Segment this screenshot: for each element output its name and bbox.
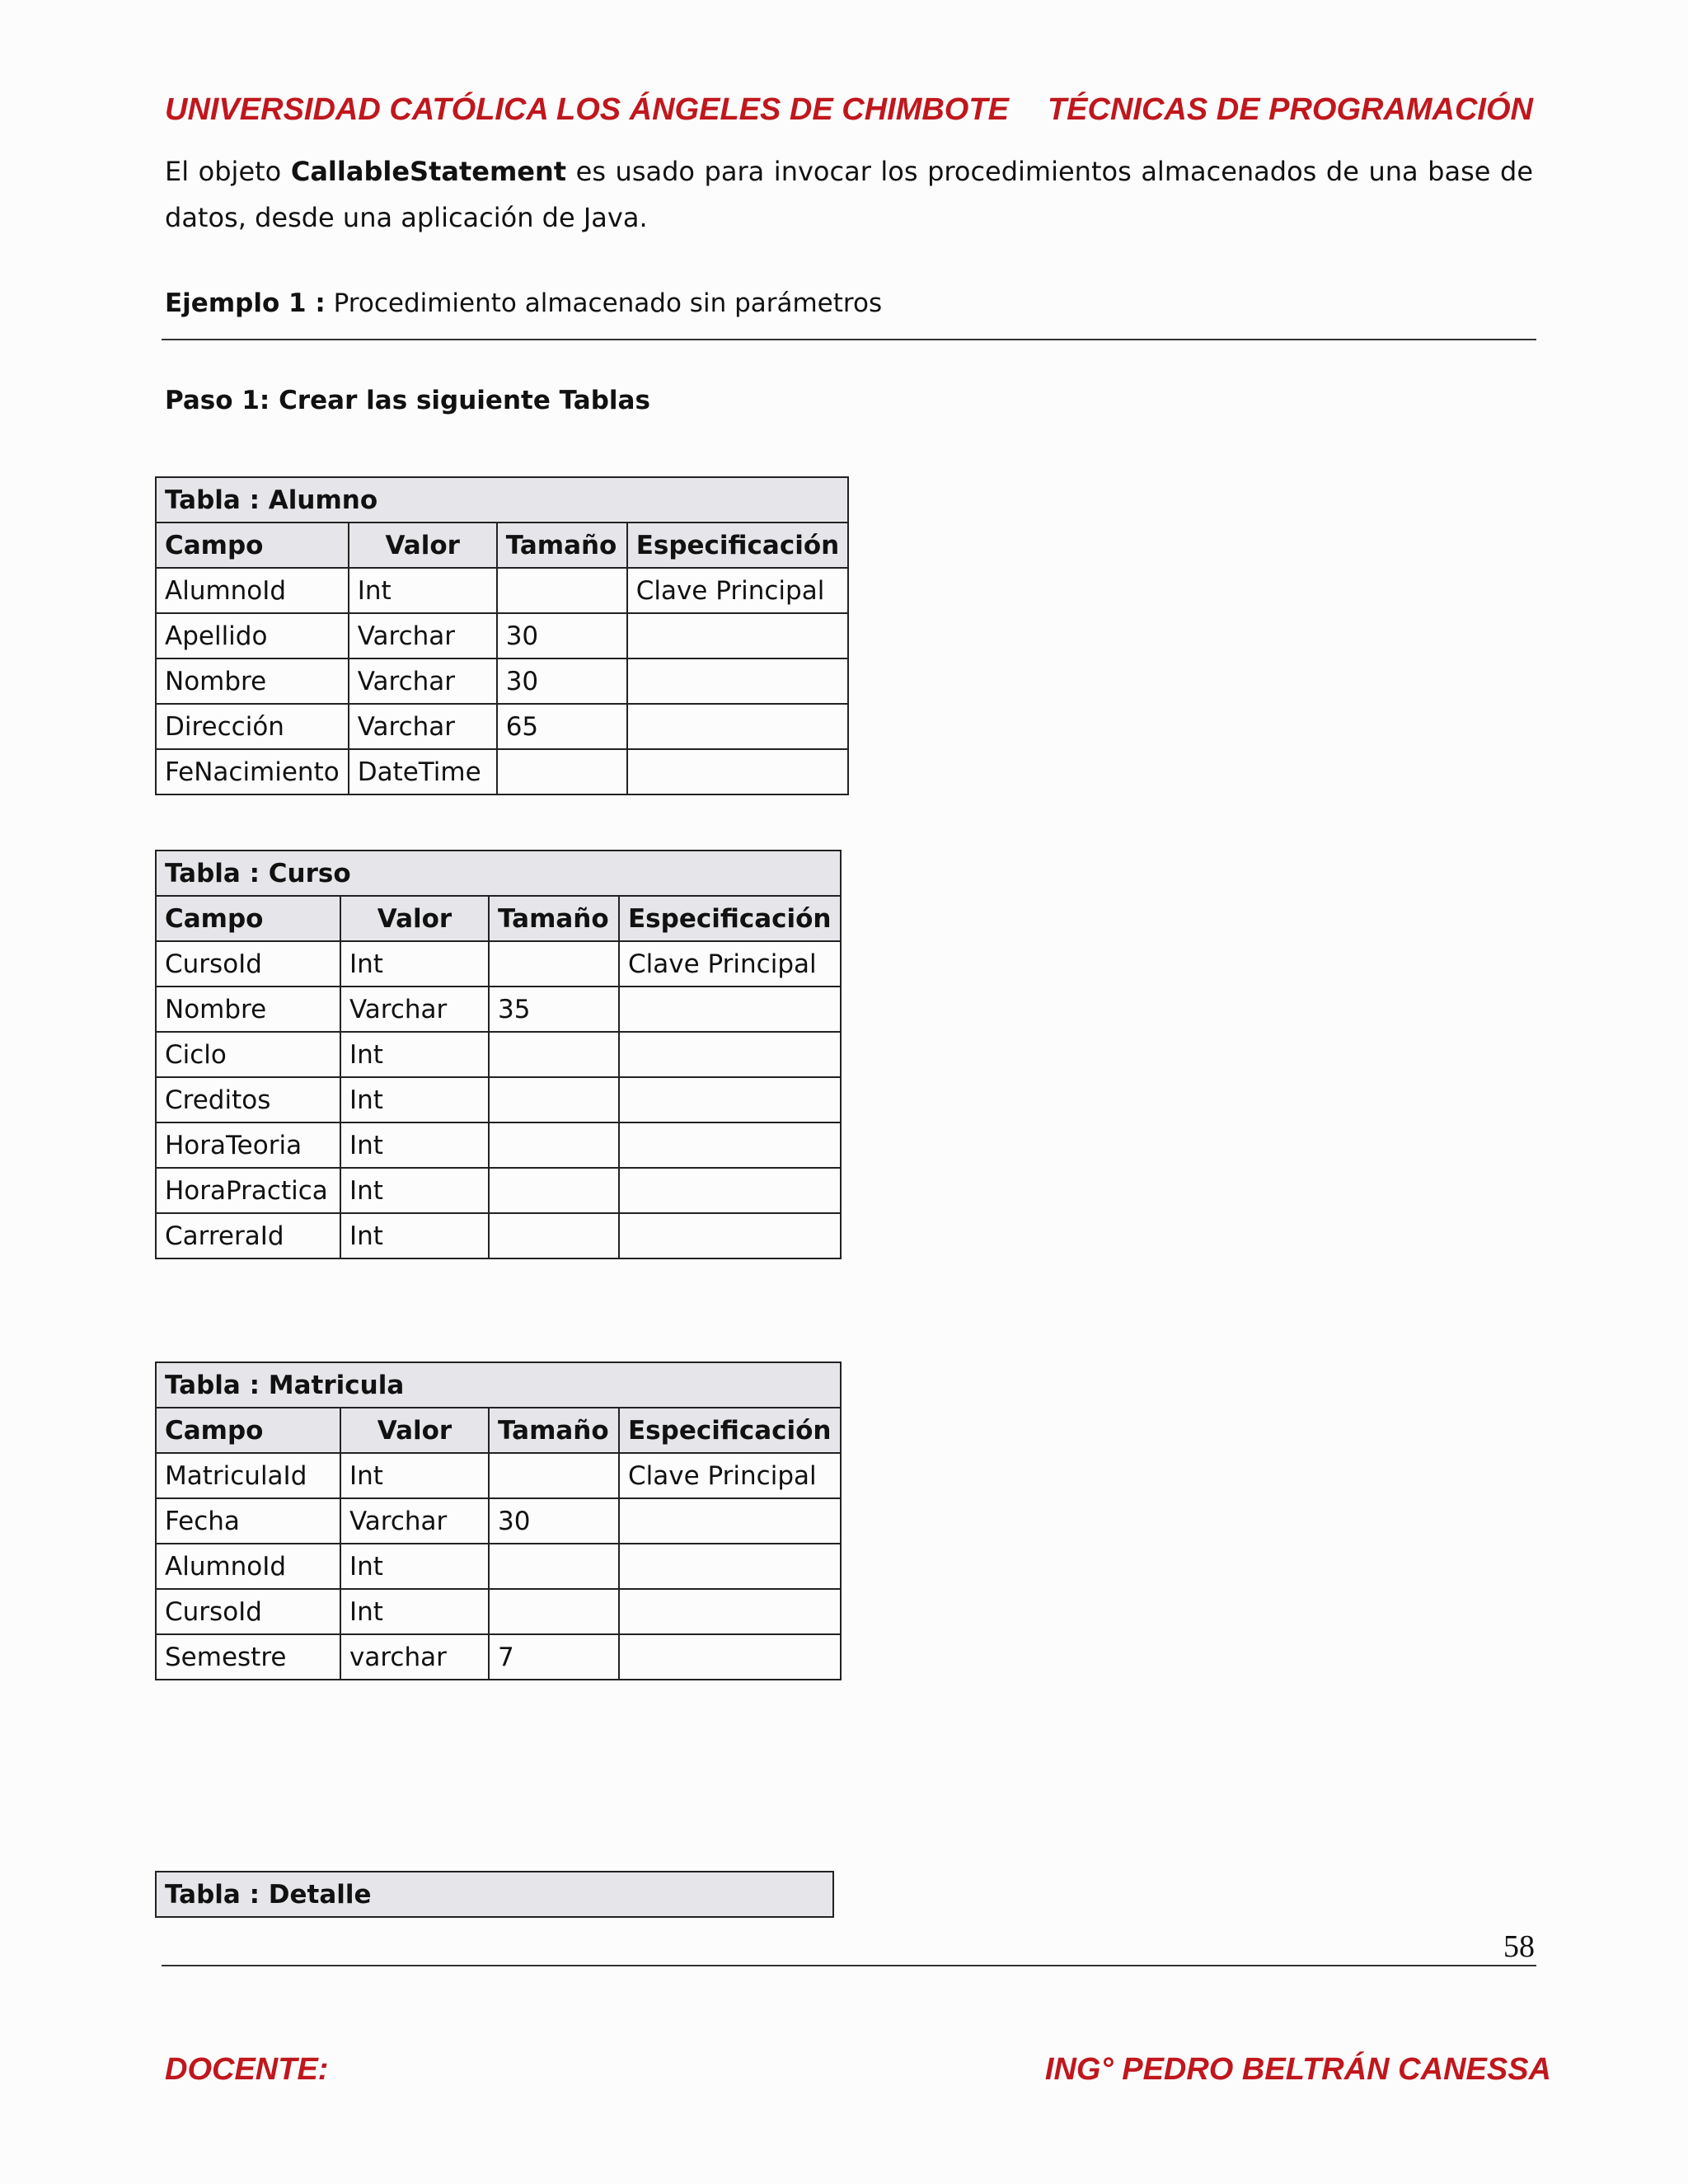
table-cell: Nombre — [156, 658, 349, 704]
step-heading: Paso 1: Crear las siguiente Tablas — [165, 386, 650, 415]
column-header-campo: Campo — [156, 1408, 340, 1453]
table-row — [156, 1544, 841, 1589]
table-cell — [627, 658, 849, 704]
table-row — [156, 749, 848, 794]
column-header-valor: Valor — [340, 896, 489, 941]
table-cell — [627, 749, 849, 794]
table-cell — [619, 1498, 841, 1544]
table-cell: Varchar — [349, 658, 497, 704]
table-cell: 30 — [497, 658, 627, 704]
table-cell — [489, 1589, 619, 1634]
table-cell: Varchar — [340, 987, 489, 1032]
table-cell: Clave Principal — [619, 941, 841, 987]
table-cell — [619, 1122, 841, 1168]
table-cell: Clave Principal — [627, 568, 849, 613]
table-cell: Int — [340, 1589, 489, 1634]
table-cell — [619, 1077, 841, 1122]
table-cell — [497, 749, 627, 794]
intro-prefix: El objeto — [165, 156, 291, 187]
column-header-valor: Valor — [340, 1408, 489, 1453]
table-cell — [619, 1213, 841, 1258]
table-matricula — [155, 1361, 842, 1680]
table-cell — [619, 1634, 841, 1680]
table-cell: Varchar — [349, 613, 497, 658]
header-course: TÉCNICAS DE PROGRAMACIÓN — [1047, 92, 1533, 127]
column-header-campo: Campo — [156, 896, 340, 941]
table-cell: 35 — [489, 987, 619, 1032]
table-cell: Int — [340, 941, 489, 987]
example-label: Ejemplo 1 : — [165, 288, 326, 318]
table-cell — [489, 1168, 619, 1213]
table-cell: Int — [340, 1544, 489, 1589]
table-row — [156, 941, 841, 987]
table-cell: CarreraId — [156, 1213, 340, 1258]
column-header-especificacion: Especificación — [619, 896, 841, 941]
table-cell: Ciclo — [156, 1032, 340, 1077]
table-cell: Semestre — [156, 1634, 340, 1680]
column-header-tamano: Tamaño — [489, 896, 619, 941]
table-cell: 30 — [489, 1498, 619, 1544]
table-row — [156, 1589, 841, 1634]
table-cell: 7 — [489, 1634, 619, 1680]
table-cell: Varchar — [349, 704, 497, 749]
table-cell: Creditos — [156, 1077, 340, 1122]
table-row — [156, 568, 848, 613]
table-cell — [619, 1589, 841, 1634]
table-cell: Fecha — [156, 1498, 340, 1544]
table-cell: Int — [340, 1122, 489, 1168]
intro-paragraph — [165, 148, 1533, 241]
table-row — [156, 1122, 841, 1168]
table-cell: AlumnoId — [156, 1544, 340, 1589]
intro-bold-term: CallableStatement — [290, 156, 567, 187]
table-cell: DateTime — [349, 749, 497, 794]
table-cell: Int — [340, 1032, 489, 1077]
table-curso — [155, 850, 842, 1259]
table-cell — [489, 1077, 619, 1122]
table-row — [156, 704, 848, 749]
table-title: Tabla : Matricula — [156, 1362, 841, 1408]
table-cell: Int — [340, 1077, 489, 1122]
column-header-especificacion: Especificación — [627, 523, 849, 568]
table-cell: MatriculaId — [156, 1453, 340, 1498]
table-cell: HoraPractica — [156, 1168, 340, 1213]
table-row — [156, 1168, 841, 1213]
table-row — [156, 1213, 841, 1258]
table-cell — [619, 1544, 841, 1589]
table-cell: Dirección — [156, 704, 349, 749]
table-cell — [619, 1168, 841, 1213]
table-title: Tabla : Alumno — [156, 477, 848, 523]
footer-teacher: ING° PEDRO BELTRÁN CANESSA — [1044, 2052, 1551, 2087]
table-cell: varchar — [340, 1634, 489, 1680]
table-cell: Int — [340, 1453, 489, 1498]
table-cell — [489, 1453, 619, 1498]
footer-label: DOCENTE: — [165, 2052, 329, 2087]
table-cell: Clave Principal — [619, 1453, 841, 1498]
column-header-valor: Valor — [349, 523, 497, 568]
intro-suffix: es usado para invocar los procedimientos almacenados de una base de datos, desde una aplicación de Java. — [165, 156, 1534, 233]
column-header-campo: Campo — [156, 523, 349, 568]
table-cell — [619, 1032, 841, 1077]
column-header-tamano: Tamaño — [489, 1408, 619, 1453]
table-cell: Varchar — [340, 1498, 489, 1544]
column-header-especificacion: Especificación — [619, 1408, 841, 1453]
table-cell — [489, 1544, 619, 1589]
footer-divider — [162, 1965, 1536, 1966]
page-number: 58 — [1503, 1929, 1535, 1964]
table-cell — [489, 1032, 619, 1077]
table-cell: Int — [340, 1213, 489, 1258]
header-university: UNIVERSIDAD CATÓLICA LOS ÁNGELES DE CHIMBOTE — [165, 92, 1009, 127]
table-cell — [627, 613, 849, 658]
table-detalle — [155, 1871, 834, 1918]
table-row — [156, 1634, 841, 1680]
example-text: Procedimiento almacenado sin parámetros — [325, 288, 883, 318]
table-cell: HoraTeoria — [156, 1122, 340, 1168]
example-heading — [165, 288, 882, 318]
table-row — [156, 1032, 841, 1077]
table-alumno — [155, 476, 849, 795]
table-cell: 30 — [497, 613, 627, 658]
table-title: Tabla : Detalle — [156, 1872, 833, 1917]
table-title: Tabla : Curso — [156, 851, 841, 896]
table-row — [156, 987, 841, 1032]
table-cell: FeNacimiento — [156, 749, 349, 794]
table-cell: Nombre — [156, 987, 340, 1032]
table-row — [156, 613, 848, 658]
table-cell — [489, 941, 619, 987]
table-row — [156, 1498, 841, 1544]
table-cell: 65 — [497, 704, 627, 749]
table-cell: Int — [340, 1168, 489, 1213]
table-cell — [489, 1213, 619, 1258]
table-cell: AlumnoId — [156, 568, 349, 613]
table-cell — [489, 1122, 619, 1168]
table-row — [156, 1453, 841, 1498]
table-row — [156, 1077, 841, 1122]
column-header-tamano: Tamaño — [497, 523, 627, 568]
table-cell: CursoId — [156, 1589, 340, 1634]
table-cell — [497, 568, 627, 613]
section-divider — [162, 339, 1536, 340]
table-cell: Apellido — [156, 613, 349, 658]
table-cell: Int — [349, 568, 497, 613]
table-cell: CursoId — [156, 941, 340, 987]
table-cell — [627, 704, 849, 749]
table-cell — [619, 987, 841, 1032]
table-row — [156, 658, 848, 704]
